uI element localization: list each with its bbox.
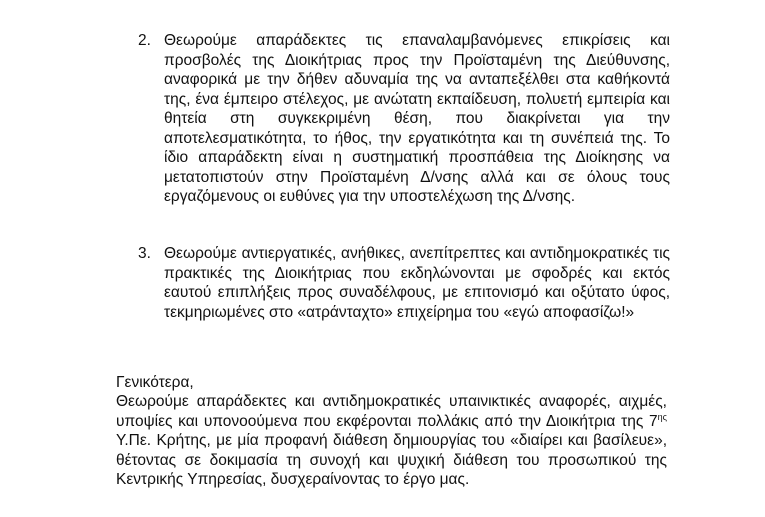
- paragraph-text-after: Υ.Πε. Κρήτης, με μία προφανή διάθεση δημιουργίας του «διαίρει και βασίλευε», θέτοντας σε δοκιμασία τη συνοχή και ψυχική διάθεση του προσωπικού της Κεντρικής Υπηρεσίας, δυσχεραίνοντας το έργο μας.: [116, 432, 667, 488]
- paragraph-text-before: Θεωρούμε απαράδεκτες και αντιδημοκρατικές υπαινικτικές αναφορές, αιχμές, υποψίες και υπονοούμενα που εκφέρονται πολλάκις από την Διοικήτρια της 7: [116, 393, 667, 430]
- list-item-text: Θεωρούμε αντιεργατικές, ανήθικες, ανεπίτρεπτες και αντιδημοκρατικές τις πρακτικές της Διοικήτριας που εκδηλώνονται με σφοδρές και εκτός εαυτού επιπλήξεις προς συναδέλφους, με επιτονισμό και οξύτατο ύφος, τεκμηριωμένες στο «ατράνταχτο» επιχείρημα του «εγώ αποφασίζω!»: [164, 245, 670, 321]
- list-item-3: [140, 244, 670, 322]
- ordinal-superscript: ης: [657, 411, 667, 422]
- list-item-2: [140, 31, 670, 207]
- list-item-text: Θεωρούμε απαράδεκτες τις επαναλαμβανόμενες επικρίσεις και προσβολές της Διοικήτριας προς την Προϊσταμένη της Διεύθυνσης, αναφορικά με την δήθεν αδυναμία της να ανταπεξέλθει στα καθήκοντά της, ένα έμπειρο στέλεχος, με ανώτατη εκπαίδευση, πολυετή εμπειρία και θητεία στη συγκεκριμένη θέση, που διακρίνεται για την αποτελεσματικότητα, το ήθος, την εργατικότητα και τη συνέπειά της. Το ίδιο απαράδεκτη είναι η συστηματική προσπάθεια της Διοίκησης να μετατοπιστούν στην Προϊσταμένη Δ/νσης αλλά και σε όλους τους εργαζόμενους οι ευθύνες για την υποστελέχωση της Δ/νσης.: [164, 32, 670, 205]
- list-number: 3.: [138, 245, 151, 262]
- general-heading: Γενικότερα,: [116, 374, 194, 391]
- general-paragraph: [116, 392, 667, 490]
- list-number: 2.: [138, 32, 151, 49]
